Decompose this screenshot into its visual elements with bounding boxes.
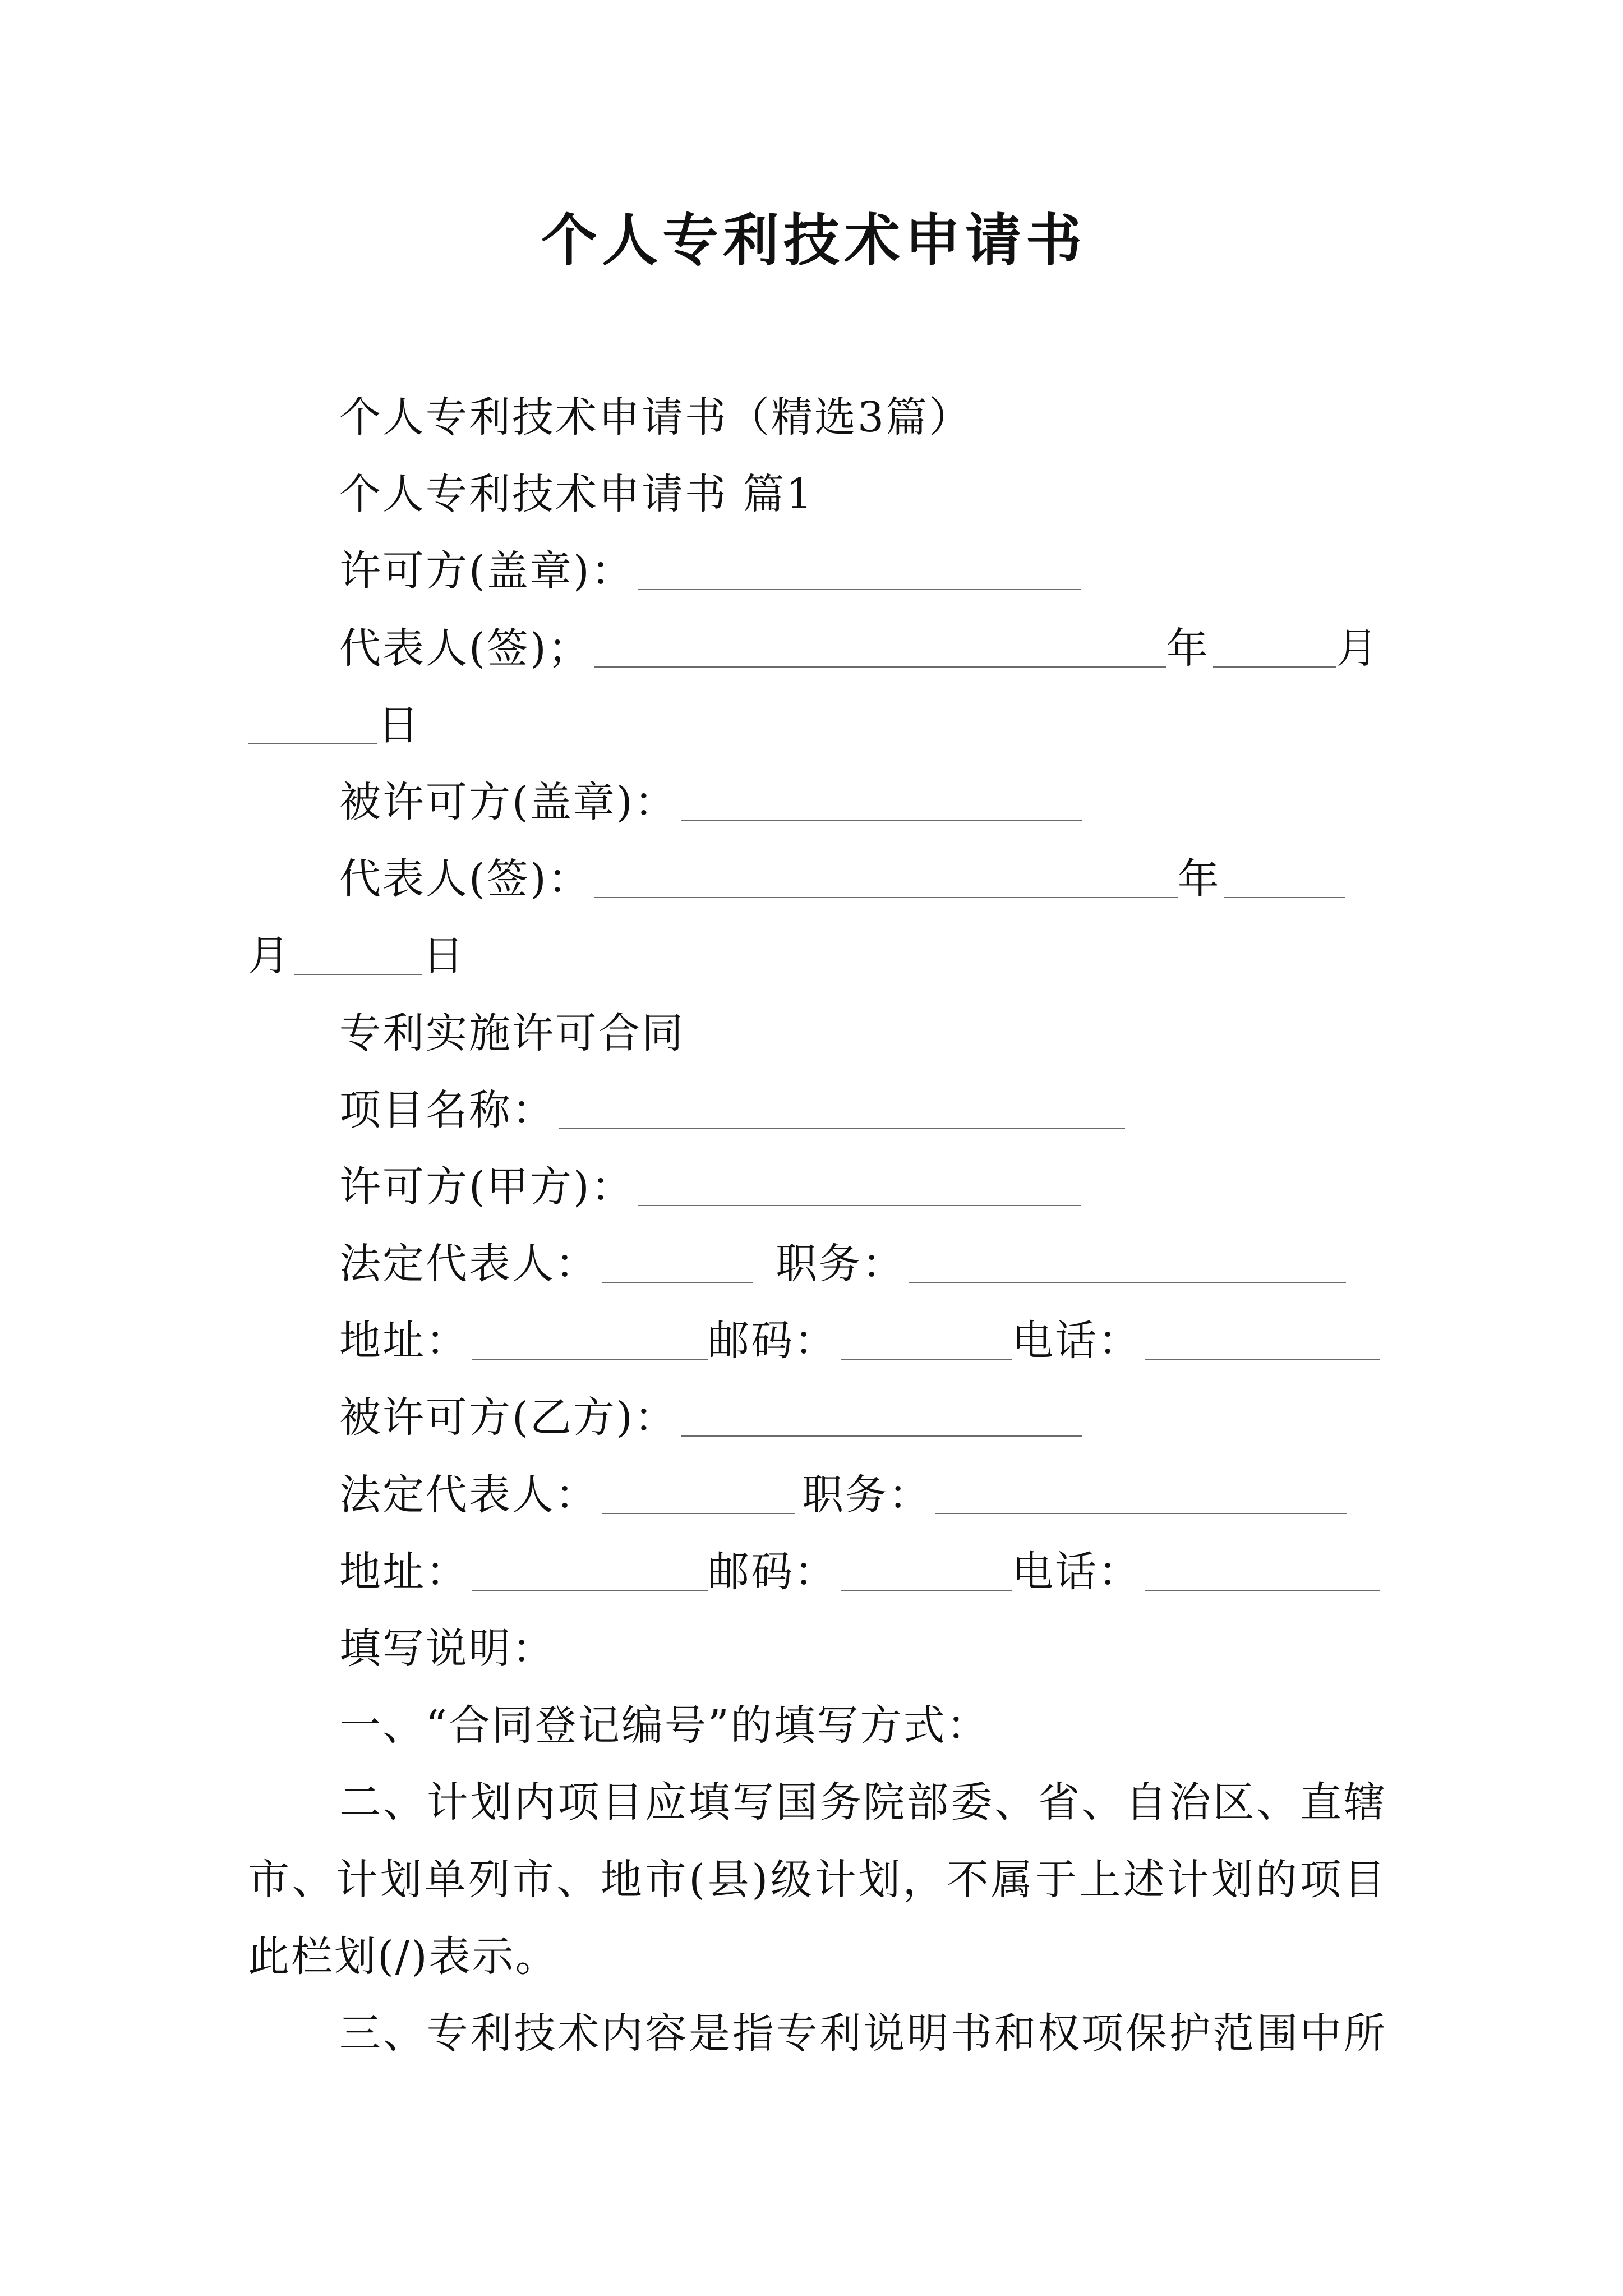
- trailing-blank: [1224, 897, 1345, 898]
- address-blank: [472, 1590, 708, 1591]
- contract-title: 专利实施许可合同: [339, 1009, 685, 1057]
- licensor-seal-blank: [638, 589, 1081, 590]
- project-name-blank: [559, 1128, 1125, 1129]
- legal-rep-blank: [602, 1513, 795, 1514]
- licensee-rep-blank: [594, 897, 1178, 898]
- section-heading: 个人专利技术申请书 篇1: [339, 470, 814, 519]
- month-label: 月: [248, 932, 291, 981]
- party-b-label: 被许可方(乙方)：: [339, 1393, 677, 1442]
- party-b-line: [248, 1379, 1387, 1456]
- licensor-rep-blank: [594, 666, 1166, 668]
- postcode-label: 邮码：: [708, 1547, 837, 1596]
- postcode-label: 邮码：: [708, 1317, 837, 1365]
- instructions-heading: 填写说明：: [339, 1625, 555, 1673]
- day-label: 日: [377, 701, 421, 749]
- legal-rep-blank: [602, 1282, 753, 1283]
- instruction-item-1: 一、“合同登记编号”的填写方式：: [339, 1701, 990, 1750]
- year-label: 年: [1177, 855, 1221, 904]
- phone-blank: [1145, 1590, 1380, 1591]
- address-label: 地址：: [339, 1317, 469, 1365]
- party-a-label: 许可方(甲方)：: [339, 1162, 634, 1211]
- page-title: 个人专利技术申请书: [541, 207, 1086, 273]
- licensor-rep-signature-line: [248, 610, 1387, 687]
- year-label: 年: [1166, 624, 1210, 673]
- phone-label: 电话：: [1012, 1547, 1141, 1596]
- address-blank: [472, 1359, 708, 1360]
- position-label: 职务：: [802, 1470, 932, 1519]
- document-body: [248, 379, 1387, 2072]
- instruction-item-2-line: 市、计划单列市、地市(县)级计划，不属于上述计划的项目: [248, 1855, 1387, 1904]
- project-name-label: 项目名称：: [339, 1085, 555, 1134]
- licensor-seal-line: [248, 533, 1387, 610]
- party-b-address-line: [248, 1534, 1387, 1611]
- licensee-rep-label: 代表人(签)：: [339, 855, 591, 904]
- licensee-seal-line: [248, 764, 1387, 841]
- legal-rep-label: 法定代表人：: [339, 1240, 598, 1289]
- instruction-item-2-line: 二、计划内项目应填写国务院部委、省、自治区、直辖: [339, 1778, 1387, 1827]
- licensor-date-day-line: [248, 687, 1387, 764]
- licensee-date-line: [248, 918, 1387, 995]
- day-blank: [248, 743, 377, 744]
- licensee-rep-signature-line: [248, 841, 1387, 918]
- collection-title: 个人专利技术申请书（精选3篇）: [339, 393, 972, 441]
- licensor-rep-label: 代表人(签)；: [339, 624, 591, 673]
- instruction-item-3-line: 三、专利技术内容是指专利说明书和权项保护范围中所: [339, 2009, 1387, 2058]
- project-name-line: [248, 1072, 1387, 1149]
- legal-rep-label: 法定代表人：: [339, 1470, 598, 1519]
- party-a-legal-rep-line: [248, 1226, 1387, 1303]
- party-a-blank: [638, 1205, 1081, 1206]
- party-a-line: [248, 1149, 1387, 1226]
- position-label: 职务：: [776, 1240, 905, 1289]
- licensor-seal-label: 许可方(盖章)：: [339, 547, 634, 596]
- position-blank: [935, 1513, 1347, 1514]
- licensee-seal-blank: [681, 820, 1082, 821]
- day-blank: [294, 974, 422, 975]
- party-a-address-line: [248, 1303, 1387, 1379]
- position-blank: [909, 1282, 1346, 1283]
- party-b-legal-rep-line: [248, 1457, 1387, 1534]
- party-b-blank: [681, 1435, 1082, 1437]
- month-blank: [1213, 666, 1336, 668]
- postcode-blank: [841, 1359, 1012, 1360]
- address-label: 地址：: [339, 1547, 469, 1596]
- instruction-item-2-line: 此栏划(/)表示。: [248, 1932, 559, 1981]
- month-label: 月: [1336, 624, 1380, 673]
- day-label: 日: [422, 932, 465, 981]
- postcode-blank: [841, 1590, 1012, 1591]
- licensee-seal-label: 被许可方(盖章)：: [339, 777, 677, 826]
- phone-blank: [1145, 1359, 1380, 1360]
- phone-label: 电话：: [1012, 1317, 1141, 1365]
